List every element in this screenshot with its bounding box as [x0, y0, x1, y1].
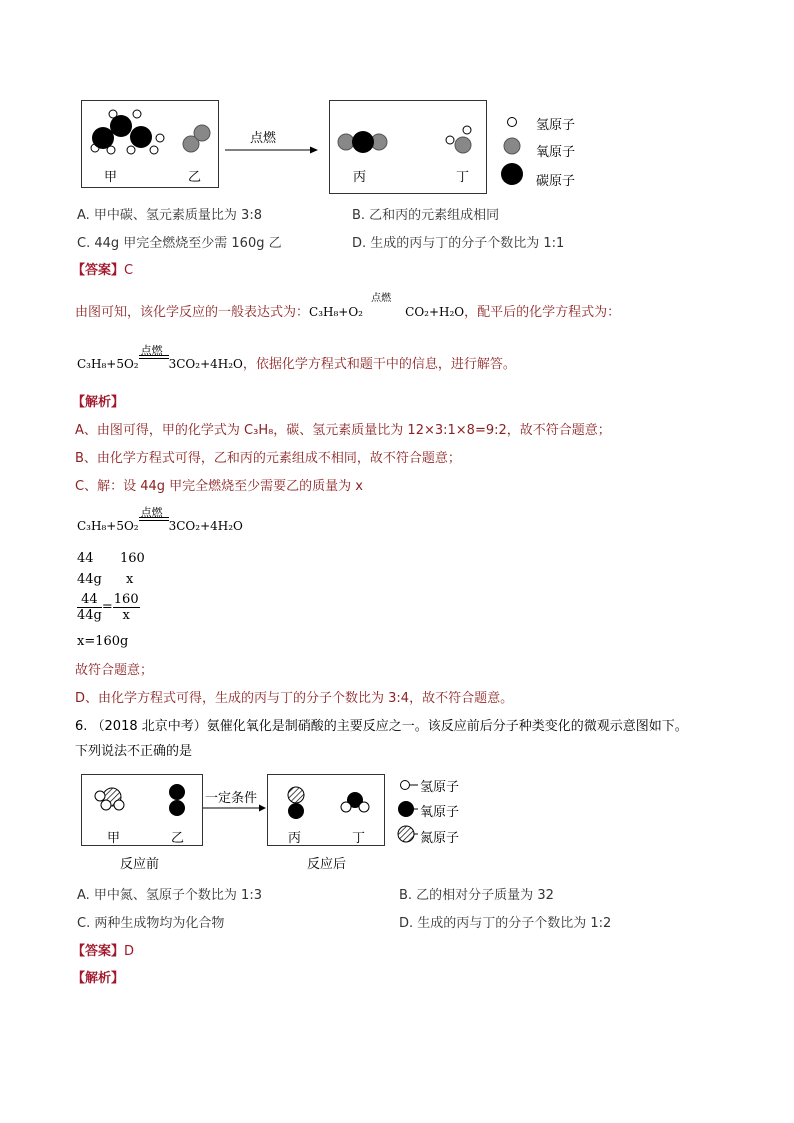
calc-eq-right: 3CO₂+4H₂O: [168, 519, 243, 533]
option-c: C. 44g 甲完全燃烧至少需 160g 乙: [77, 236, 282, 251]
analysis-c: C、解：设 44g 甲完全燃烧至少需要乙的质量为 x: [75, 479, 363, 494]
calc-row1-b: 160: [120, 551, 145, 566]
h2o-molecule: [341, 792, 369, 812]
calc-result: x=160g: [77, 634, 129, 649]
propane-molecule: [91, 110, 164, 154]
reaction-arrow: [224, 145, 319, 155]
answer-tag: 【答案】: [72, 263, 125, 278]
o2-molecule: [169, 784, 185, 816]
q6-option-d: D. 生成的丙与丁的分子个数比为 1:2: [399, 916, 612, 931]
carbon-atom-icon: [501, 163, 523, 185]
eq2-after: ，依据化学方程式和题干中的信息，进行解答。: [242, 357, 516, 372]
q6-label-ding: 丁: [352, 831, 366, 846]
q6-reactant-molecules: [81, 774, 203, 846]
q6-answer-line: [72, 943, 134, 961]
q6-analysis-tag: 【解析】: [72, 971, 125, 986]
analysis-d: D、由化学方程式可得，生成的丙与丁的分子个数比为 3:4，故不符合题意。: [75, 691, 514, 706]
q6-option-b: B. 乙的相对分子质量为 32: [399, 888, 554, 903]
fraction-right: $\frac{160}{x}$: [113, 592, 139, 623]
option-a: A. 甲中碳、氢元素质量比为 3:8: [77, 208, 262, 223]
q6-nitrogen-icon: [398, 826, 414, 842]
q6-product-molecules: [267, 774, 385, 846]
q6-arrow: [203, 803, 267, 813]
conclusion-c: 故符合题意；: [75, 663, 154, 678]
eq1-left: C₃H₈+O₂: [309, 305, 363, 319]
q6-option-a: A. 甲中氮、氢原子个数比为 1:3: [77, 888, 262, 903]
q6-label-jia: 甲: [107, 831, 121, 846]
eq2-condition: 点燃: [140, 344, 163, 357]
q6-analysis-heading: [72, 970, 124, 988]
q6-legend-nitrogen: 氮原子: [420, 831, 460, 846]
analysis-heading: [72, 394, 124, 412]
option-b: B. 乙和丙的元素组成相同: [352, 208, 500, 223]
q6-label-bing: 丙: [288, 831, 302, 846]
q6-oxygen-icon: [398, 801, 414, 817]
calc-row1-a: 44: [77, 551, 94, 566]
eq1-condition: 点燃: [371, 293, 392, 304]
calc-eq-left: C₃H₈+5O₂: [77, 519, 139, 533]
label-bing: 丙: [353, 170, 367, 185]
intro-text: 由图可知，该化学反应的一般表达式为：: [75, 305, 310, 320]
hydrogen-atom-icon: [508, 118, 517, 127]
reaction-condition: 点燃: [250, 131, 277, 146]
water-molecule: [446, 126, 471, 153]
intro-line: [75, 293, 621, 322]
eq1-right: CO₂+H₂O: [405, 305, 465, 319]
label-ding: 丁: [456, 170, 470, 185]
carbon-dioxide-molecule: [338, 131, 387, 153]
analysis-a: A、由图可得，甲的化学式为 C₃H₈，碳、氢元素质量比为 12×3:1×8=9:2，故不符合题意；: [75, 423, 611, 438]
q6-stem-line2: 下列说法不正确的是: [75, 744, 193, 759]
q6-before-label: 反应前: [120, 857, 160, 872]
option-d: D. 生成的丙与丁的分子个数比为 1:1: [352, 236, 565, 251]
q6-option-c: C. 两种生成物均为化合物: [77, 916, 225, 931]
q6-answer-tag: 【答案】: [72, 944, 125, 959]
q6-label-yi: 乙: [171, 831, 185, 846]
q6-after-label: 反应后: [307, 857, 347, 872]
calc-proportion: $\frac{44}{44g}$ = $\frac{160}{x}$: [77, 592, 139, 623]
legend-icons: [500, 112, 524, 188]
answer-line: [72, 262, 133, 280]
legend-carbon: 碳原子: [536, 174, 576, 189]
eq1-after: ，配平后的化学方程式为：: [464, 305, 621, 320]
label-yi: 乙: [188, 170, 202, 185]
calc-row2-b: x: [126, 572, 134, 587]
eq2-left: C₃H₈+5O₂: [77, 357, 139, 371]
oxygen-atom-icon: [504, 138, 520, 154]
eq2-right: 3CO₂+4H₂O: [168, 357, 243, 371]
no-molecule: [288, 787, 304, 819]
q6-hydrogen-icon: [401, 781, 410, 790]
answer-value: C: [124, 263, 134, 278]
q6-legend-hydrogen: 氢原子: [420, 780, 460, 795]
calc-equation: [77, 506, 243, 536]
q6-legend-oxygen: 氧原子: [420, 805, 460, 820]
calc-row2-a: 44g: [77, 572, 102, 587]
analysis-b: B、由化学方程式可得，乙和丙的元素组成不相同，故不符合题意；: [75, 451, 461, 466]
label-jia: 甲: [104, 170, 118, 185]
fraction-left: $\frac{44}{44g}$: [77, 592, 102, 623]
q6-stem-line1: 6. （2018 北京中考）氨催化氧化是制硝酸的主要反应之一。该反应前后分子种类变化的微观示意图如下。: [75, 719, 688, 734]
balanced-eq-line: [77, 344, 516, 374]
q6-answer-value: D: [124, 944, 135, 959]
legend-hydrogen: 氢原子: [536, 118, 576, 133]
analysis-tag: 【解析】: [72, 395, 125, 410]
q6-condition: 一定条件: [205, 791, 258, 806]
oxygen-molecule: [183, 125, 210, 152]
calc-eq-condition: 点燃: [140, 506, 163, 519]
ammonia-molecule: [95, 788, 124, 810]
legend-oxygen: 氧原子: [536, 145, 576, 160]
